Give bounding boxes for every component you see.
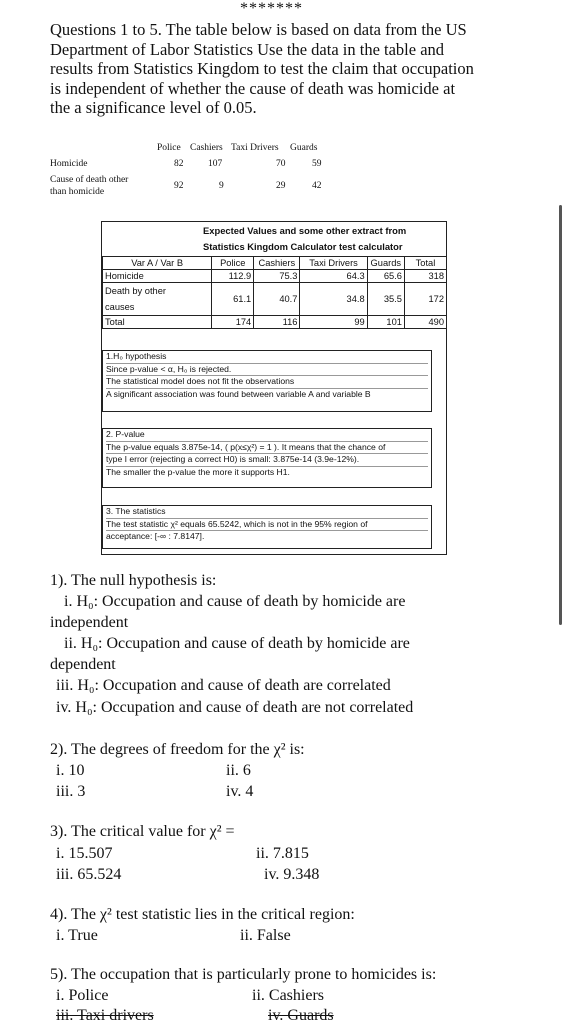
observed-cell: 70 [276, 159, 286, 169]
question-2-option: ii. 6 [226, 762, 251, 779]
question-3-option: iii. 65.524 [56, 866, 122, 883]
question-1-option: dependent [50, 656, 116, 673]
table-cell: 40.7 [254, 283, 300, 316]
table-cell: 116 [254, 316, 300, 329]
table-header: Var A / Var B [103, 257, 212, 270]
box-line: The test statistic χ² equals 65.5242, which is not in the 95% region of [106, 519, 428, 532]
row-label [103, 283, 212, 316]
question-1-option: i. H₀: Occupation and cause of death by homicide are [64, 593, 406, 610]
table-cell: 172 [404, 283, 446, 316]
box-line: type I error (rejecting a correct H0) is small: 3.875e-14 (3.9e-12%). [106, 454, 428, 467]
observed-header-taxi: Taxi Drivers [231, 143, 279, 153]
box-line: 1.H₀ hypothesis [106, 351, 428, 364]
box-line: 2. P-value [106, 429, 428, 442]
table-cell: 34.8 [300, 283, 367, 316]
table-header: Cashiers [254, 257, 300, 270]
observed-row-label: Cause of death other [50, 175, 129, 185]
question-2-option: iv. 4 [226, 783, 254, 800]
question-1-option: iii. H₀: Occupation and cause of death are correlated [56, 677, 391, 694]
intro-line: Questions 1 to 5. The table below is based on data from the US [50, 20, 467, 39]
table-cell: 174 [212, 316, 254, 329]
question-3-option: ii. 7.815 [256, 845, 309, 862]
intro-line: the a significance level of 0.05. [50, 98, 257, 118]
table-row [103, 257, 447, 270]
box-line: The smaller the p-value the more it supports H1. [106, 466, 290, 477]
question-2-option: i. 10 [56, 762, 85, 779]
question-1-option: ii. H₀: Occupation and cause of death by homicide are [64, 635, 410, 652]
question-2-stem: 2). The degrees of freedom for the χ² is: [50, 741, 305, 758]
observed-header-cashiers: Cashiers [190, 143, 223, 153]
question-5-option: i. Police [56, 987, 109, 1004]
table-cell: 61.1 [212, 283, 254, 316]
table-row [103, 316, 447, 329]
table-header: Total [404, 257, 446, 270]
observed-table [50, 142, 350, 202]
table-cell: 35.5 [367, 283, 404, 316]
question-4-option: ii. False [240, 927, 291, 944]
question-5-stem: 5). The occupation that is particularly prone to homicides is: [50, 966, 437, 983]
table-row [103, 283, 447, 316]
calc-title-line: Expected Values and some other extract from [203, 225, 407, 236]
observed-cell: 9 [219, 181, 224, 191]
intro-line: is independent of whether the cause of death was homicide at [50, 78, 456, 98]
row-label: Total [103, 316, 212, 329]
table-header: Guards [367, 257, 404, 270]
observed-header-police: Police [157, 143, 181, 153]
hypothesis-box [102, 350, 432, 412]
question-1-option: independent [50, 614, 129, 631]
box-line: A significant association was found between variable A and variable B [106, 388, 371, 399]
intro-paragraph [50, 20, 520, 118]
observed-cell: 82 [174, 159, 184, 169]
p-value-box [102, 428, 432, 488]
question-1-option: iv. H₀: Occupation and cause of death are not correlated [56, 699, 414, 716]
question-5-option: ii. Cashiers [252, 987, 324, 1004]
scrollbar[interactable] [559, 205, 562, 625]
intro-line: results from Statistics Kingdom to test the claim that occupation [50, 59, 474, 79]
question-1-stem: 1). The null hypothesis is: [50, 572, 217, 589]
table-cell: 490 [404, 316, 446, 329]
table-cell: 75.3 [254, 270, 300, 283]
observed-cell: 107 [208, 159, 223, 169]
observed-header-guards: Guards [290, 143, 318, 153]
question-4-stem: 4). The χ² test statistic lies in the critical region: [50, 906, 355, 923]
table-cell: 101 [367, 316, 404, 329]
table-cell: 65.6 [367, 270, 404, 283]
observed-cell: 59 [312, 159, 322, 169]
box-line: 3. The statistics [106, 506, 428, 519]
intro-line: Department of Labor Statistics Use the data in the table and [50, 39, 445, 59]
box-line: The statistical model does not fit the observations [106, 376, 428, 389]
calculator-extract [101, 221, 447, 555]
observed-cell: 92 [174, 181, 184, 191]
table-cell: 99 [300, 316, 367, 329]
row-label: Homicide [103, 270, 212, 283]
expected-values-table [102, 256, 447, 329]
table-header: Police [212, 257, 254, 270]
table-cell: 64.3 [300, 270, 367, 283]
table-cell: 318 [404, 270, 446, 283]
observed-cell: 29 [276, 181, 286, 191]
question-5-option: iii. Taxi drivers [56, 1007, 154, 1024]
stars-header: ******* [240, 0, 303, 17]
question-2-option: iii. 3 [56, 783, 86, 800]
calc-title-line: Statistics Kingdom Calculator test calculator [203, 241, 403, 252]
box-line: Since p-value < α, H₀ is rejected. [106, 364, 428, 377]
row-label-line: Death by other [105, 286, 166, 296]
question-3-option: iv. 9.348 [264, 866, 320, 883]
statistics-box [102, 505, 432, 549]
box-line: The p-value equals 3.875e-14, ( p(x≤χ²) = 1 ). It means that the chance of [106, 442, 428, 455]
row-label-line: causes [105, 302, 135, 312]
question-3-option: i. 15.507 [56, 845, 113, 862]
question-4-option: i. True [56, 927, 98, 944]
observed-row-label: Homicide [50, 159, 88, 169]
table-header: Taxi Drivers [300, 257, 367, 270]
question-5-option: iv. Guards [268, 1007, 334, 1024]
observed-row-label: than homicide [50, 187, 105, 197]
observed-cell: 42 [312, 181, 322, 191]
table-cell: 112.9 [212, 270, 254, 283]
box-line: acceptance: [-∞ : 7.8147]. [106, 531, 205, 542]
question-3-stem: 3). The critical value for χ² = [50, 823, 235, 840]
table-row [103, 270, 447, 283]
